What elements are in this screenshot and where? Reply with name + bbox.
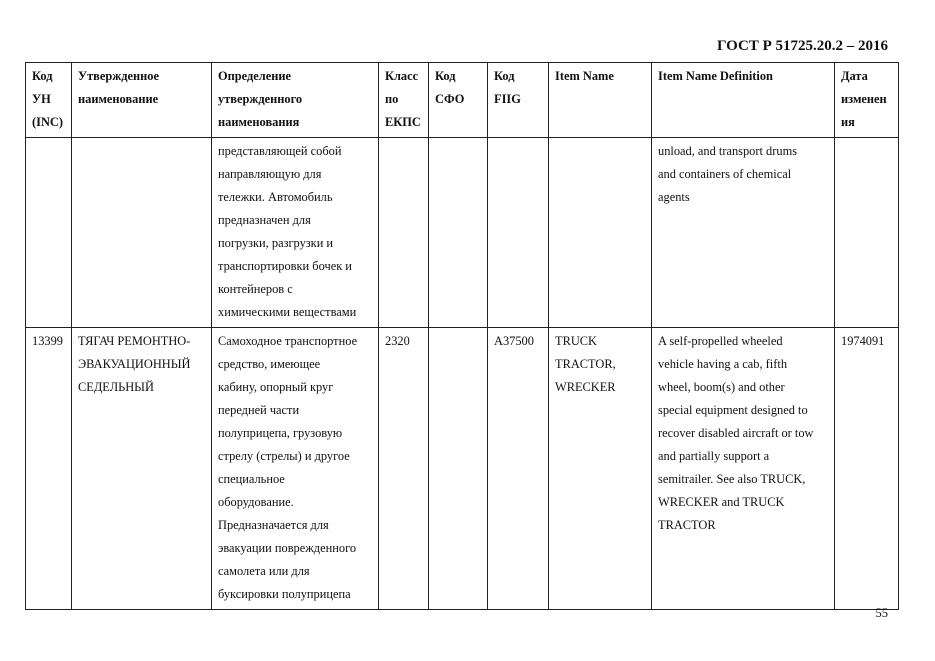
cell-item-name [549,138,652,328]
cell-sfo [429,138,488,328]
col-header-approved-name: Утвержденное наименование [72,63,212,138]
cell-fiig [488,138,549,328]
cell-definition-en: unload, and transport drums and containers of chemical agents [652,138,835,328]
cell-inc: 13399 [26,328,72,610]
table-row [26,138,899,328]
cell-name-ru: ТЯГАЧ РЕМОНТНО- ЭВАКУАЦИОННЫЙ СЕДЕЛЬНЫЙ [72,328,212,610]
cell-date [835,138,899,328]
page-number: 55 [875,606,888,620]
col-header-inc: Код УН (INC) [26,63,72,138]
cell-definition-ru: представляющей собой направляющую для тележки. Автомобиль предназначен для погрузки, разгрузки и транспортировки бочек и контейнеров с химическими веществами [212,138,379,328]
cell-date: 1974091 [835,328,899,610]
cell-fiig: A37500 [488,328,549,610]
cell-class: 2320 [379,328,429,610]
cell-definition-ru: Самоходное транспортное средство, имеющее кабину, опорный круг передней части полуприцепа, грузовую стрелу (стрелы) и другое специальное оборудование. Предназначается для эвакуации поврежденного самолета или для буксировки полуприцепа [212,328,379,610]
cell-item-name: TRUCK TRACTOR, WRECKER [549,328,652,610]
cell-sfo [429,328,488,610]
col-header-fiig: Код FIIG [488,63,549,138]
cell-name-ru [72,138,212,328]
col-header-item-definition: Item Name Definition [652,63,835,138]
col-header-date: Дата изменен ия [835,63,899,138]
col-header-definition-ru: Определение утвержденного наименования [212,63,379,138]
cell-class [379,138,429,328]
col-header-class: Класс по ЕКПС [379,63,429,138]
table-header-row [26,63,899,138]
nomenclature-table [25,62,899,610]
table-row [26,328,899,610]
col-header-sfo: Код СФО [429,63,488,138]
cell-inc [26,138,72,328]
document-id: ГОСТ Р 51725.20.2 – 2016 [716,38,888,54]
col-header-item-name: Item Name [549,63,652,138]
cell-definition-en: A self-propelled wheeled vehicle having a cab, fifth wheel, boom(s) and other special equipment designed to recover disabled aircraft or tow and partially support a semitrailer. See also TRUCK, WRECKER and TRUCK TRACTOR [652,328,835,610]
